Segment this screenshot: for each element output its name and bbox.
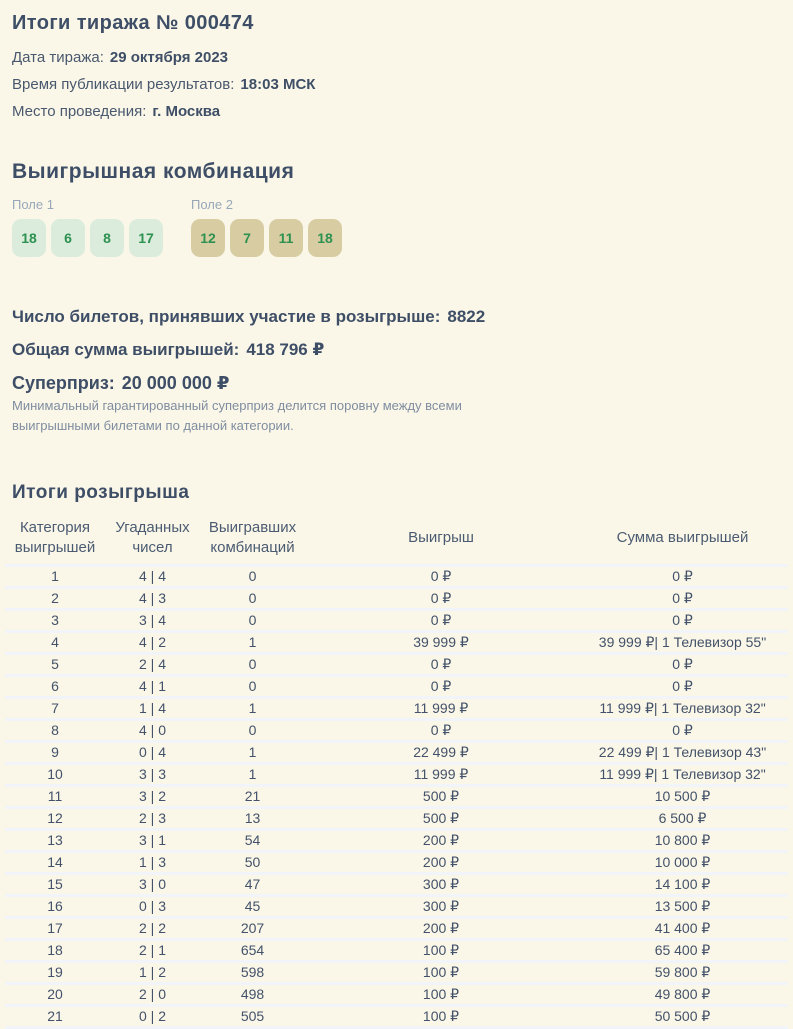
table-row [5,742,788,764]
table-cell: 13 500 ₽ [654,898,711,915]
table-row [5,918,788,940]
table-cell: 598 [240,964,265,981]
table-cell: 100 ₽ [422,942,460,959]
number-ball: 18 [308,219,342,257]
number-ball: 8 [90,219,124,257]
table-cell: 49 800 ₽ [654,986,711,1003]
table-cell: 4 [51,634,59,651]
field-balls [12,219,168,257]
table-cell: 0 [248,656,257,673]
table-cell: 200 ₽ [422,832,460,849]
table-cell: 16 [47,898,63,915]
table-cell: 0 ₽ [672,656,693,673]
table-cell: 0 [248,722,257,739]
table-column-header: Угаданных чисел [105,514,200,566]
table-row [5,566,788,588]
table-cell: 0 ₽ [430,722,452,739]
results-table-head [5,514,788,566]
table-row [5,610,788,632]
table-cell: 47 [244,876,261,893]
table-cell: 39 999 ₽| 1 Телевизор 55" [598,634,767,651]
table-cell: 0 ₽ [672,722,693,739]
table-cell: 21 [244,788,261,805]
table-cell: 22 499 ₽ [413,744,469,761]
info-label: Время публикации результатов: [12,76,235,93]
table-cell: 11 999 ₽| 1 Телевизор 32" [599,700,766,717]
table-row [5,896,788,918]
table-cell: 3 | 1 [139,832,166,849]
table-cell: 20 [47,986,63,1003]
table-cell: 18 [47,942,63,959]
table-cell: 0 | 4 [139,744,166,761]
table-cell: 15 [47,876,63,893]
table-cell: 0 ₽ [430,612,452,629]
table-row [5,962,788,984]
number-ball: 6 [51,219,85,257]
table-cell: 1 | 4 [139,700,166,717]
table-row [5,984,788,1006]
number-ball: 17 [129,219,163,257]
table-cell: 2 | 3 [139,810,166,827]
table-row [5,1006,788,1028]
table-cell: 0 [248,678,257,695]
table-cell: 3 | 4 [139,612,166,629]
table-cell: 100 ₽ [422,1008,460,1025]
table-cell: 505 [240,1008,265,1025]
stat-value: 20 000 000 ₽ [121,373,230,393]
table-cell: 0 [248,568,257,585]
info-label: Дата тиража: [12,49,104,66]
table-row [5,654,788,676]
table-row [5,786,788,808]
number-ball: 12 [191,219,225,257]
table-cell: 8 [51,722,59,739]
results-heading: Итоги розыгрыша [12,482,190,504]
table-row [5,588,788,610]
info-value: 18:03 МСК [240,76,316,93]
table-cell: 1 | 3 [139,854,166,871]
table-cell: 41 400 ₽ [654,920,711,937]
stat-value: 8822 [447,307,486,326]
number-ball: 18 [12,219,46,257]
table-cell: 1 | 2 [139,964,166,981]
field-label: Поле 2 [191,197,233,212]
table-cell: 207 [240,920,265,937]
table-cell: 2 | 1 [139,942,166,959]
table-cell: 0 [248,612,257,629]
table-cell: 10 500 ₽ [654,788,711,805]
table-cell: 13 [244,810,261,827]
table-row [5,764,788,786]
table-row [5,852,788,874]
table-cell: 11 999 ₽ [413,700,469,717]
table-cell: 0 ₽ [672,678,693,695]
table-row [5,830,788,852]
table-cell: 65 400 ₽ [654,942,711,959]
table-cell: 0 ₽ [672,612,693,629]
table-cell: 3 | 3 [139,766,166,783]
table-cell: 4 | 3 [139,590,166,607]
table-row [5,720,788,742]
table-cell: 54 [244,832,261,849]
stat-line [12,340,781,360]
stat-label: Общая сумма выигрышей: [12,340,240,359]
table-cell: 0 | 2 [139,1008,166,1025]
table-cell: 50 500 ₽ [654,1008,711,1025]
table-cell: 300 ₽ [422,898,460,915]
table-cell: 2 | 2 [139,920,166,937]
table-cell: 1 [248,634,257,651]
table-cell: 1 [248,700,257,717]
table-cell: 10 [47,766,63,783]
table-cell: 100 ₽ [422,964,460,981]
field-label: Поле 1 [12,197,54,212]
table-cell: 50 [244,854,261,871]
number-ball: 7 [230,219,264,257]
table-cell: 1 [248,744,257,761]
winning-combination [12,197,781,257]
table-cell: 6 500 ₽ [658,810,707,827]
info-value: 29 октября 2023 [109,49,229,66]
info-value: г. Москва [152,103,221,120]
superprize-note: Минимальный гарантированный суперприз делится поровну между всеми выигрышными билетами по данной категории. [12,398,462,434]
table-cell: 1 [248,766,257,783]
table-cell: 0 ₽ [672,590,693,607]
info-label: Место проведения: [12,103,147,120]
combination-field [12,197,168,257]
table-row [5,632,788,654]
table-cell: 10 000 ₽ [654,854,711,871]
table-cell: 6 [51,678,59,695]
table-row [5,676,788,698]
combination-field [191,197,347,257]
table-cell: 21 [47,1008,63,1025]
table-cell: 11 999 ₽| 1 Телевизор 32" [599,766,766,783]
table-row [5,874,788,896]
table-cell: 14 [47,854,63,871]
table-row [5,940,788,962]
table-header-row [5,514,788,566]
table-cell: 498 [240,986,265,1003]
table-cell: 2 [51,590,59,607]
draw-info-line [12,104,781,120]
table-cell: 500 ₽ [422,788,460,805]
table-cell: 13 [47,832,63,849]
table-cell: 11 999 ₽ [413,766,469,783]
table-cell: 4 | 4 [139,568,166,585]
table-column-header: Категория выигрышей [5,514,105,566]
table-cell: 0 ₽ [672,568,693,585]
results-table-body [5,566,788,1028]
winning-combination-heading: Выигрышная комбинация [12,160,295,183]
draw-stats [12,307,781,393]
table-cell: 0 | 3 [139,898,166,915]
table-cell: 22 499 ₽| 1 Телевизор 43" [598,744,767,761]
table-column-header: Выигрыш [305,514,577,566]
table-cell: 39 999 ₽ [413,634,469,651]
table-cell: 300 ₽ [422,876,460,893]
table-cell: 2 | 0 [139,986,166,1003]
draw-info-line [12,50,781,66]
field-balls [191,219,347,257]
table-cell: 0 ₽ [430,568,452,585]
page-title: Итоги тиража № 000474 [12,12,254,34]
table-cell: 4 | 2 [139,634,166,651]
table-cell: 3 | 2 [139,788,166,805]
table-cell: 7 [51,700,59,717]
table-cell: 0 ₽ [430,590,452,607]
table-cell: 59 800 ₽ [654,964,711,981]
table-cell: 100 ₽ [422,986,460,1003]
table-column-header: Выигравших комбинаций [200,514,305,566]
stat-label: Число билетов, принявших участие в розыгрыше: [12,307,441,326]
table-cell: 3 [51,612,59,629]
table-cell: 19 [47,964,63,981]
table-cell: 4 | 0 [139,722,166,739]
table-cell: 9 [51,744,59,761]
table-cell: 0 [248,590,257,607]
results-table [5,514,788,1029]
table-cell: 5 [51,656,59,673]
number-ball: 11 [269,219,303,257]
table-cell: 45 [244,898,261,915]
draw-info [12,50,781,120]
stat-line [12,373,781,393]
table-row [5,808,788,830]
table-cell: 1 [51,568,59,585]
table-cell: 200 ₽ [422,854,460,871]
stat-line [12,307,781,327]
table-cell: 2 | 4 [139,656,166,673]
table-cell: 500 ₽ [422,810,460,827]
table-cell: 17 [47,920,63,937]
table-cell: 4 | 1 [139,678,166,695]
table-column-header: Сумма выигрышей [577,514,788,566]
table-cell: 654 [240,942,265,959]
table-cell: 12 [47,810,63,827]
table-cell: 14 100 ₽ [654,876,711,893]
table-cell: 0 ₽ [430,678,452,695]
table-cell: 200 ₽ [422,920,460,937]
stat-label: Суперприз: [12,373,115,393]
table-cell: 3 | 0 [139,876,166,893]
table-cell: 10 800 ₽ [654,832,711,849]
table-cell: 0 ₽ [430,656,452,673]
draw-info-line [12,77,781,93]
table-cell: 11 [47,788,63,805]
table-row [5,698,788,720]
stat-value: 418 796 ₽ [246,340,325,359]
